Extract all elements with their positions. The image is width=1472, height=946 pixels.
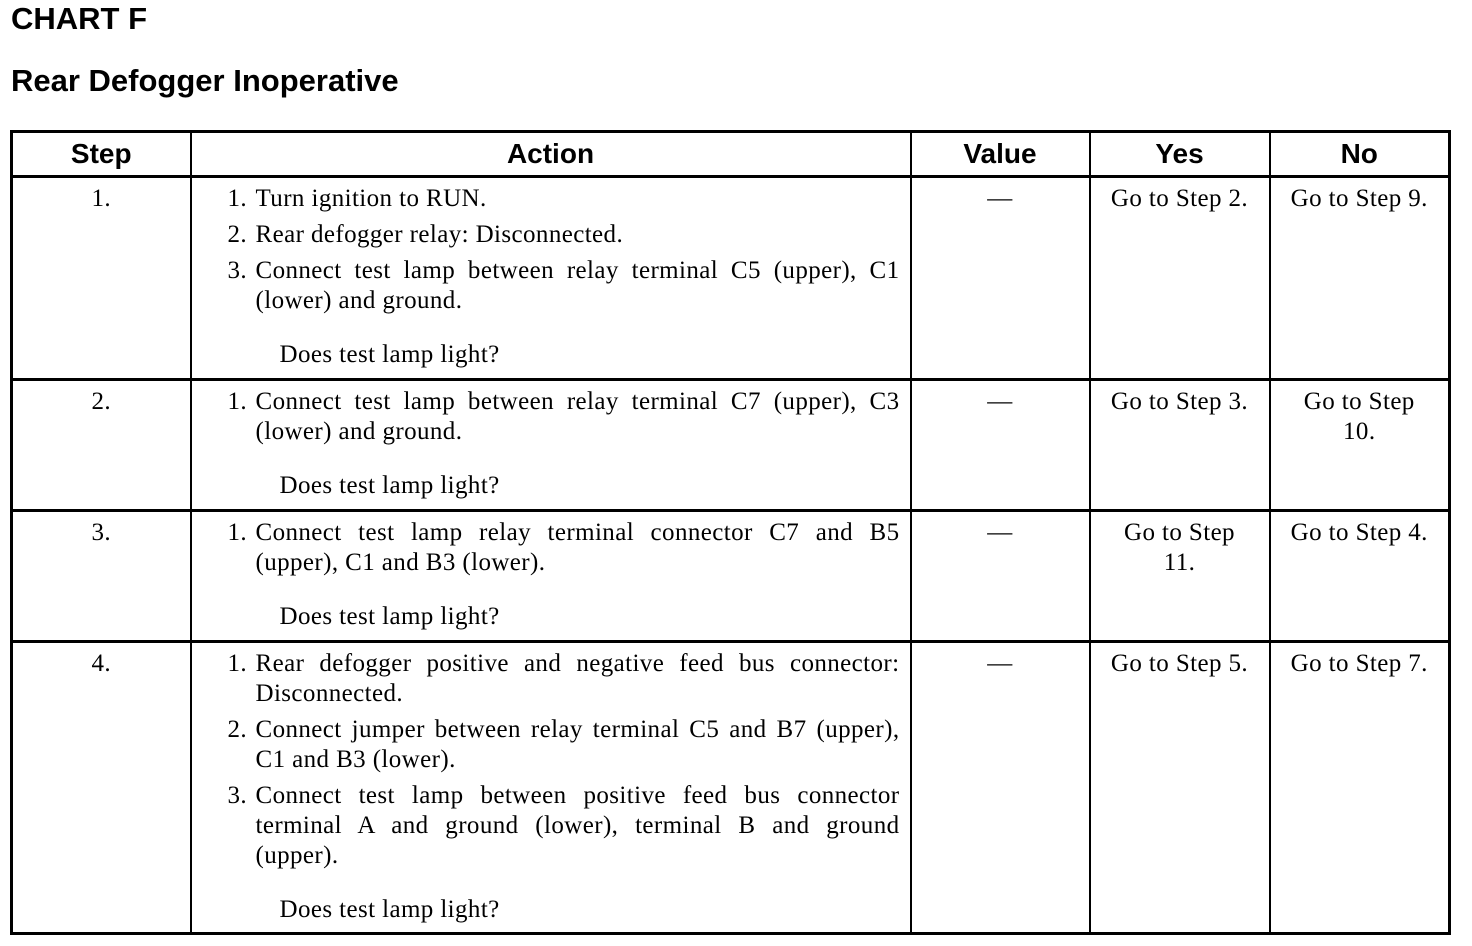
value-cell	[911, 642, 1090, 934]
table-row	[12, 177, 1450, 380]
action-cell	[191, 380, 911, 511]
table-header-row	[12, 132, 1450, 177]
action-item: 1. Rear defogger positive and negative feed bus connector: Disconnected.	[227, 650, 900, 707]
value-text: —	[987, 185, 1013, 212]
step-number: 3.	[12, 511, 191, 642]
diagnostic-table	[10, 130, 1451, 935]
value-cell	[911, 380, 1090, 511]
step-number: 2.	[12, 380, 191, 511]
value-text: —	[987, 388, 1013, 415]
table-row	[12, 511, 1450, 642]
yes-cell: Go to Step 3.	[1090, 380, 1270, 511]
action-list	[198, 387, 904, 447]
no-cell: Go to Step 7.	[1270, 642, 1450, 934]
yes-cell: Go to Step 11.	[1090, 511, 1270, 642]
no-cell: Go to Step 9.	[1270, 177, 1450, 380]
value-cell	[911, 511, 1090, 642]
action-list	[198, 184, 904, 316]
action-item: 1. Connect test lamp between relay terminal C7 (upper), C3 (lower) and ground.	[227, 388, 900, 445]
action-cell	[191, 511, 911, 642]
action-item: 2. Connect jumper between relay terminal C5 and B7 (upper), C1 and B3 (lower).	[227, 716, 900, 773]
action-item: 3. Connect test lamp between positive feed bus connector terminal A and ground (lower), terminal B and ground (upper).	[227, 782, 900, 869]
header-action: Action	[191, 132, 911, 177]
question-text: Does test lamp light?	[279, 896, 500, 923]
action-item: 2. Rear defogger relay: Disconnected.	[227, 221, 624, 248]
header-yes: Yes	[1090, 132, 1270, 177]
action-item: 3. Connect test lamp between relay terminal C5 (upper), C1 (lower) and ground.	[227, 257, 900, 314]
question-text: Does test lamp light?	[279, 603, 500, 630]
action-cell	[191, 177, 911, 380]
no-cell: Go to Step 4.	[1270, 511, 1450, 642]
action-list	[198, 649, 904, 871]
action-item: 1. Turn ignition to RUN.	[227, 185, 487, 212]
question-text: Does test lamp light?	[279, 341, 500, 368]
value-text: —	[987, 519, 1013, 546]
value-cell	[911, 177, 1090, 380]
question-text: Does test lamp light?	[279, 472, 500, 499]
step-number: 4.	[12, 642, 191, 934]
yes-cell: Go to Step 5.	[1090, 642, 1270, 934]
action-item: 1. Connect test lamp relay terminal connector C7 and B5 (upper), C1 and B3 (lower).	[227, 519, 900, 576]
yes-cell: Go to Step 2.	[1090, 177, 1270, 380]
page-title: Rear Defogger Inoperative	[11, 63, 399, 98]
header-step: Step	[12, 132, 191, 177]
header-value: Value	[911, 132, 1090, 177]
table-row	[12, 380, 1450, 511]
value-text: —	[987, 650, 1013, 677]
action-list	[198, 518, 904, 578]
chart-label: CHART F	[11, 1, 148, 36]
no-cell: Go to Step 10.	[1270, 380, 1450, 511]
header-no: No	[1270, 132, 1450, 177]
step-number: 1.	[12, 177, 191, 380]
action-cell	[191, 642, 911, 934]
table-row	[12, 642, 1450, 934]
